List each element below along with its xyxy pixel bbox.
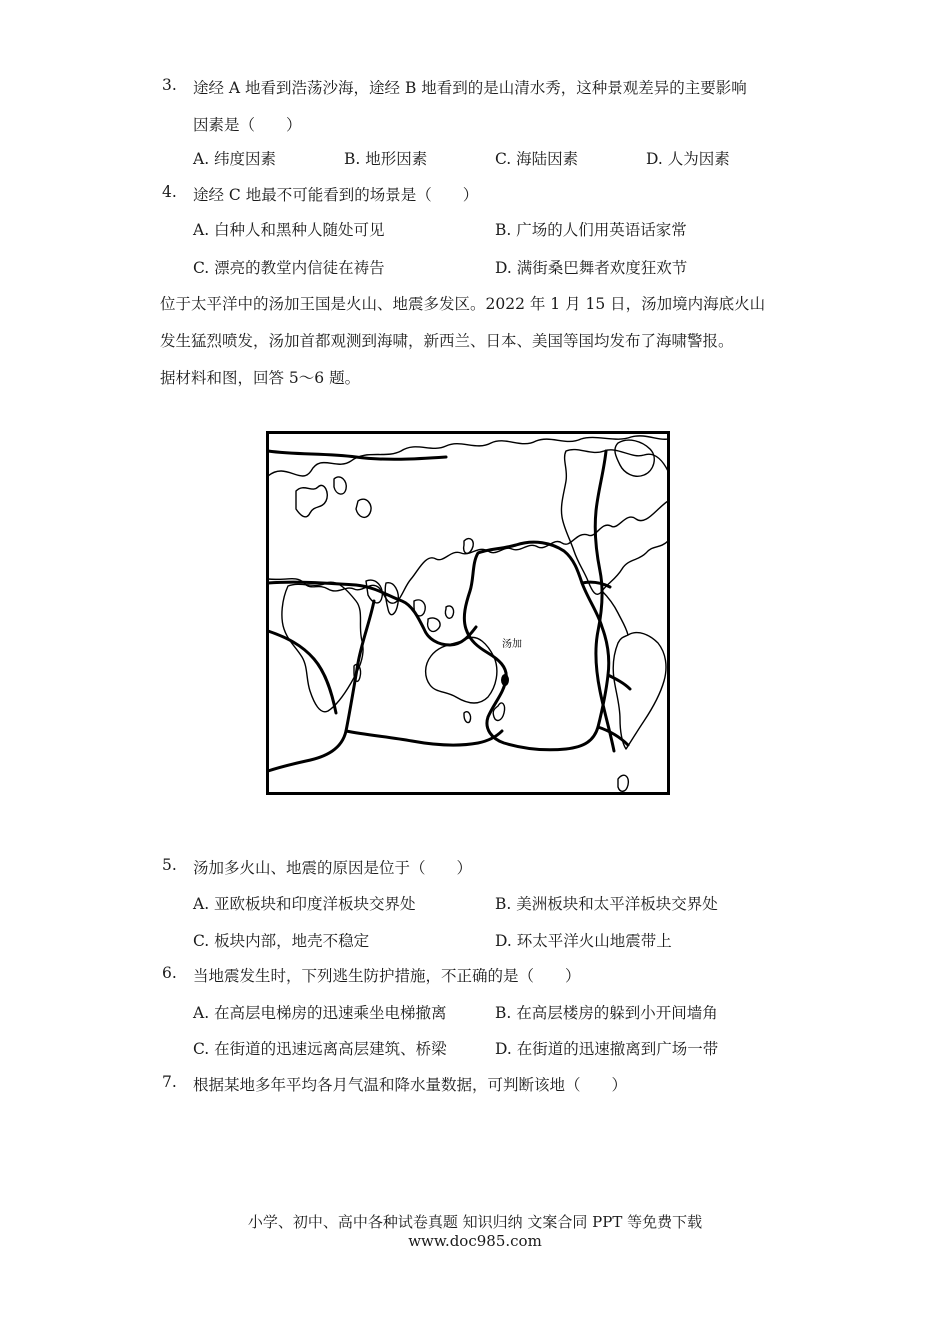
question-7-text: 根据某地多年平均各月气温和降水量数据，可判断该地（ ） (193, 1076, 628, 1094)
question-5-text: 汤加多火山、地震的原因是位于（ ） (193, 859, 473, 877)
tonga-label: 汤加 (502, 639, 522, 650)
question-7-number: 7. (162, 1073, 177, 1091)
question-6-text: 当地震发生时，下列逃生防护措施，不正确的是（ ） (193, 967, 581, 985)
plate-boundary-world-map (266, 431, 670, 795)
question-4-option-b: B. 广场的人们用英语话家常 (495, 221, 687, 239)
question-6-number: 6. (162, 964, 177, 982)
question-5-number: 5. (162, 856, 177, 874)
question-5-option-c: C. 板块内部，地壳不稳定 (193, 932, 370, 950)
question-3-option-d: D. 人为因素 (646, 150, 730, 168)
question-4-number: 4. (162, 183, 177, 201)
question-4-option-c: C. 漂亮的教堂内信徒在祷告 (193, 259, 385, 277)
footer-website-link[interactable]: www.doc985.com (408, 1232, 542, 1250)
question-6-option-b: B. 在高层楼房的躲到小开间墙角 (495, 1004, 718, 1022)
question-4-option-a: A. 白种人和黑种人随处可见 (193, 221, 385, 239)
question-3-number: 3. (162, 76, 177, 94)
question-5-option-d: D. 环太平洋火山地震带上 (495, 932, 672, 950)
question-3-option-a: A. 纬度因素 (193, 150, 277, 168)
tonga-marker (501, 674, 509, 686)
question-6-option-d: D. 在街道的迅速撤离到广场一带 (495, 1040, 719, 1058)
passage-line-2: 发生猛烈喷发，汤加首都观测到海啸，新西兰、日本、美国等国均发布了海啸警报。 (160, 332, 734, 350)
question-3-text: 途经 A 地看到浩荡沙海，途经 B 地看到的是山清水秀，这种景观差异的主要影响 (193, 79, 747, 97)
passage-line-1: 位于太平洋中的汤加王国是火山、地震多发区。2022 年 1 月 15 日，汤加境内海底火山 (160, 295, 766, 313)
question-6-option-a: A. 在高层电梯房的迅速乘坐电梯撤离 (193, 1004, 447, 1022)
question-4-option-d: D. 满街桑巴舞者欢度狂欢节 (495, 259, 688, 277)
passage-line-3: 据材料和图，回答 5～6 题。 (160, 369, 361, 387)
question-6-option-c: C. 在街道的迅速远离高层建筑、桥梁 (193, 1040, 447, 1058)
question-3-option-c: C. 海陆因素 (495, 150, 579, 168)
footer-line-1: 小学、初中、高中各种试卷真题 知识归纳 文案合同 PPT 等免费下载 (247, 1213, 703, 1231)
question-3-option-b: B. 地形因素 (344, 150, 428, 168)
question-4-text: 途经 C 地最不可能看到的场景是（ ） (193, 186, 479, 204)
question-3-text-cont: 因素是（ ） (193, 116, 302, 134)
question-5-option-b: B. 美洲板块和太平洋板块交界处 (495, 895, 718, 913)
map-frame (268, 433, 669, 794)
question-5-option-a: A. 亚欧板块和印度洋板块交界处 (193, 895, 416, 913)
